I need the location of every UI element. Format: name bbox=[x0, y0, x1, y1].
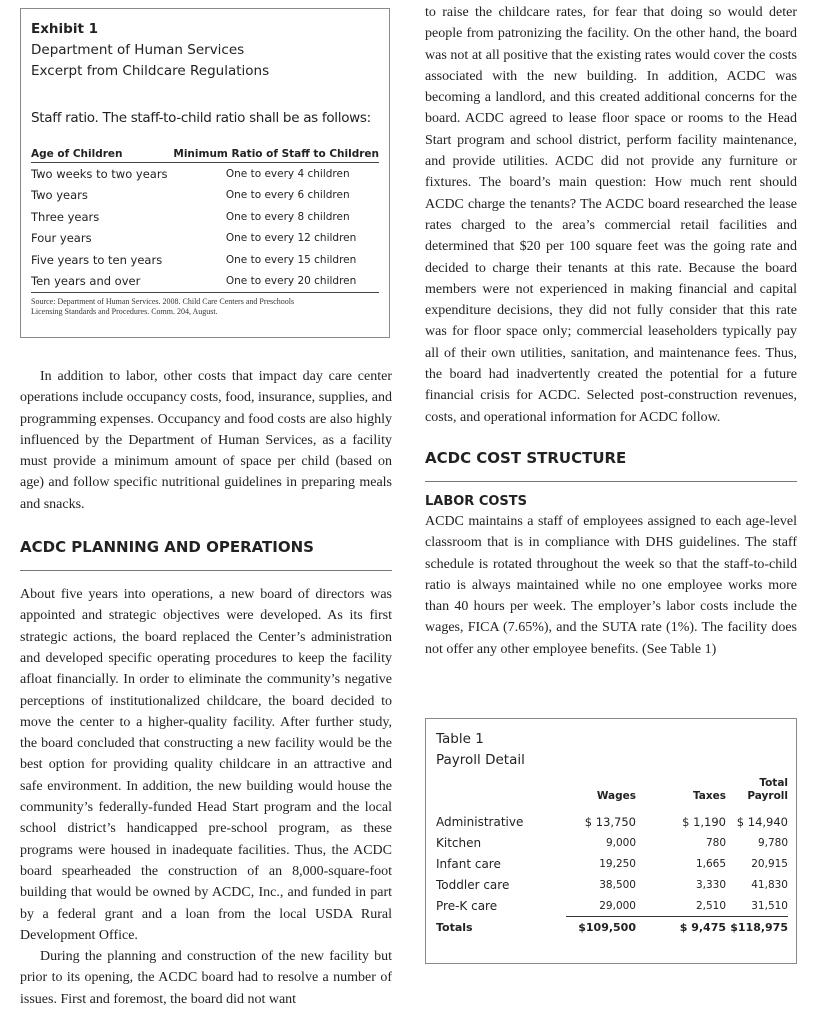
taxes-cell: $ 1,190 bbox=[682, 814, 726, 829]
totals-label: Totals bbox=[436, 920, 473, 934]
taxes-column-header: Taxes bbox=[692, 790, 726, 802]
table-title: Table 1 bbox=[436, 731, 484, 747]
payroll-table bbox=[436, 777, 788, 938]
total-cell: $ 14,940 bbox=[736, 814, 788, 829]
payroll-header-line: Payroll bbox=[747, 790, 788, 802]
row-label: Administrative bbox=[436, 814, 524, 829]
ratio-cell: One to every 12 children bbox=[225, 232, 357, 245]
right-text-block bbox=[425, 2, 797, 660]
wages-cell: 9,000 bbox=[605, 836, 636, 849]
table-row bbox=[31, 228, 379, 250]
table-row bbox=[31, 185, 379, 207]
section-heading-planning: ACDC PLANNING AND OPERATIONS bbox=[20, 538, 314, 557]
exhibit-department: Department of Human Services bbox=[31, 42, 245, 58]
subheading-labor-costs: LABOR COSTS bbox=[425, 493, 528, 509]
total-column-header bbox=[726, 777, 788, 803]
ratio-cell: One to every 15 children bbox=[225, 253, 357, 266]
taxes-cell: 3,330 bbox=[695, 878, 726, 891]
section-divider bbox=[425, 481, 797, 482]
paragraph-planning: About five years into operations, a new board of directors was appointed and strategic objectives were developed. As its first strategic actions, the board replaced the Center’s administration and developed specific operating procedures to keep the facility afloat financially. In order to eliminate the community’s negative perceptions of institutionalized childcare, the board decided to move the center to a higher-quality facility. After further study, the board concluded that constructing a new facility would be the best option for providing quality childcare in an attractive and safe environment. In addition, the new building would house the community’s federally-funded Head Start program and the local school district’s handicapped pre-school program, as these programs were housed in inadequate facilities. Thus, the ACDC board spearheaded the construction of an 8,000-square-foot building that would be owned by ACDC, Inc., and funded in part by a federal grant and a loan from the local USDA Rural Development Office. bbox=[20, 587, 392, 943]
payroll-table-header bbox=[436, 777, 788, 803]
wages-total: $109,500 bbox=[578, 921, 636, 934]
wages-cell: $ 13,750 bbox=[584, 814, 636, 829]
exhibit-source bbox=[31, 297, 379, 317]
table-row bbox=[31, 206, 379, 228]
paragraph-costs: In addition to labor, other costs that impact day care center operations include occupancy costs, food, insurance, supplies, and programming expenses. Occupancy and food costs are also highly influenced by the Department of Human Services, as a facility must provide a minimum amount of space per child (based on age) and follow specific nutritional guidelines in preparing meals and snacks. bbox=[20, 369, 392, 512]
wages-cell: 29,000 bbox=[566, 895, 636, 917]
ratio-cell: One to every 4 children bbox=[225, 167, 350, 180]
source-line: Licensing Standards and Procedures. Comm. 204, August. bbox=[31, 307, 218, 316]
row-label: Kitchen bbox=[436, 835, 482, 850]
taxes-total: $ 9,475 bbox=[679, 921, 726, 934]
ratio-cell: One to every 20 children bbox=[170, 271, 379, 293]
taxes-cell: 780 bbox=[705, 836, 726, 849]
exhibit-box bbox=[20, 8, 390, 338]
total-header-line: Total bbox=[759, 777, 788, 789]
row-label: Toddler care bbox=[436, 877, 510, 892]
table-row bbox=[31, 271, 379, 293]
table-row bbox=[436, 853, 788, 874]
age-column-header: Age of Children bbox=[31, 148, 170, 163]
age-cell: Ten years and over bbox=[31, 271, 170, 293]
table-row bbox=[31, 249, 379, 271]
ratio-table-header bbox=[31, 148, 379, 163]
table-row bbox=[31, 163, 379, 185]
age-cell: Three years bbox=[31, 209, 100, 224]
ratio-column-header: Minimum Ratio of Staff to Children bbox=[170, 148, 379, 163]
age-cell: Five years to ten years bbox=[31, 252, 163, 267]
ratio-cell: One to every 8 children bbox=[225, 210, 350, 223]
age-cell: Four years bbox=[31, 231, 92, 246]
age-cell: Two weeks to two years bbox=[31, 166, 168, 181]
wages-column-header: Wages bbox=[596, 790, 636, 802]
left-text-block bbox=[20, 366, 392, 1010]
paragraph-labor: ACDC maintains a staff of employees assigned to each age-level classroom that is in compliance with DHS guidelines. The staff schedule is rotated throughout the week so that the staff-to-child ratio is always maintained while no one employee works more than 40 hours per week. The employer’s labor costs include the wages, FICA (7.65%), and the SUTA rate (1%). The facility does not offer any other employee benefits. (See Table 1) bbox=[425, 513, 797, 657]
taxes-cell: 1,665 bbox=[695, 857, 726, 870]
total-cell: 20,915 bbox=[751, 857, 788, 870]
paragraph-rates: to raise the childcare rates, for fear that doing so would deter people from patronizing the facility. On the other hand, the board was not at all positive that the existing rates would cover the costs associated with the new building. In addition, ACDC was becoming a landlord, and this created additional concerns for the board. ACDC agreed to lease floor space or rooms to the Head Start program and school district, perform facility maintenance, and provide utilities. ACDC did not provide any furniture or fixtures. The board’s main question: How much rent should ACDC charge the tenants? The ACDC board researched the lease rates charged to the area’s commercial retail facilities and determined that $20 per 100 square feet was the going rate and decided to charge their tenants at this rate. Because the board members were not experienced in making financial and capital expenditure decisions, they did not fully consider that this rate was for floor space only; commercial leaseholders typically pay all of their own utilities, sanitation, and maintenance fees. Thus, the board had inadvertently created the potential for a future financial crisis for ACDC. Selected post-construction revenues, costs, and operational information for ACDC follow. bbox=[425, 5, 797, 425]
total-cell: 41,830 bbox=[751, 878, 788, 891]
exhibit-title: Exhibit 1 bbox=[31, 21, 99, 37]
ratio-cell: One to every 6 children bbox=[225, 189, 350, 202]
total-cell: 9,780 bbox=[757, 836, 788, 849]
taxes-cell: 2,510 bbox=[636, 895, 726, 917]
totals-row bbox=[436, 917, 788, 939]
section-divider bbox=[20, 570, 392, 571]
wages-cell: 19,250 bbox=[599, 857, 636, 870]
exhibit-subtitle: Excerpt from Childcare Regulations bbox=[31, 63, 270, 79]
source-line: Source: Department of Human Services. 2008. Child Care Centers and Preschools bbox=[31, 297, 295, 306]
age-cell: Two years bbox=[31, 188, 88, 203]
section-heading-cost-structure: ACDC COST STRUCTURE bbox=[425, 448, 627, 467]
ratio-table bbox=[31, 148, 379, 293]
table-row bbox=[436, 874, 788, 895]
payroll-total: $118,975 bbox=[730, 921, 788, 934]
table-row bbox=[436, 832, 788, 853]
table-row bbox=[436, 895, 788, 917]
label-column-header bbox=[436, 777, 566, 803]
total-cell: 31,510 bbox=[726, 895, 788, 917]
row-label: Pre-K care bbox=[436, 898, 498, 913]
paragraph-issues: During the planning and construction of the new facility but prior to its opening, the ACDC board had to resolve a number of issues. First and foremost, the board did not want bbox=[20, 949, 392, 1007]
table-row bbox=[436, 811, 788, 832]
wages-cell: 38,500 bbox=[599, 878, 636, 891]
staff-ratio-text: Staff ratio. The staff-to-child ratio shall be as follows: bbox=[31, 110, 371, 126]
payroll-table-box bbox=[425, 718, 797, 964]
table-subtitle: Payroll Detail bbox=[436, 752, 525, 768]
row-label: Infant care bbox=[436, 856, 501, 871]
